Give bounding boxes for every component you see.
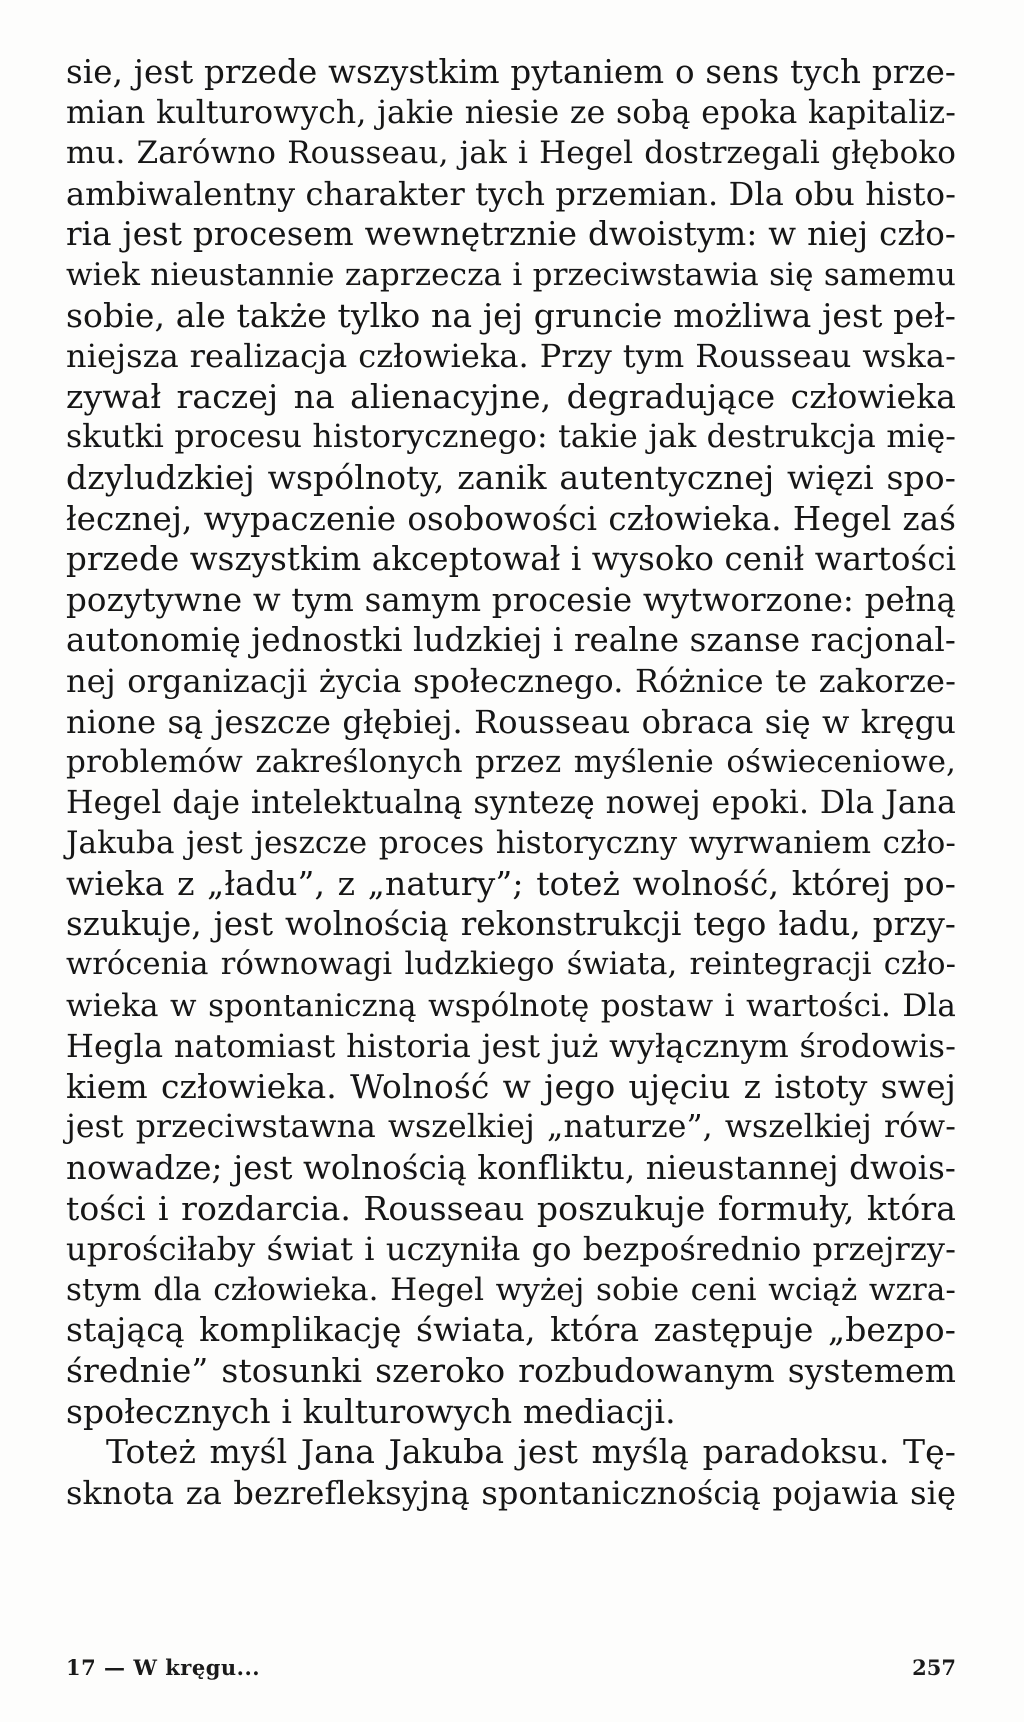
text-line: Hegla natomiast historia jest już wyłącznym środowis- <box>66 1027 956 1066</box>
text-line: szukuje, jest wolnością rekonstrukcji tego ładu, przy- <box>66 905 956 944</box>
text-line: przede wszystkim akceptował i wysoko cenił wartości <box>66 540 957 579</box>
text-line: nej organizacji życia społecznego. Różnice te zakorze- <box>66 661 956 700</box>
text-line: sobie, ale także tylko na jej gruncie możliwa jest peł- <box>66 295 956 335</box>
text-line: wieka z „ładu”, z „natury”; toteż wolność, której po- <box>66 863 956 903</box>
text-line: społecznych i kulturowych mediacji. <box>66 1391 676 1431</box>
signature-mark: 17 — W kręgu... <box>66 1655 261 1680</box>
text-line: sknota za bezrefleksyjną spontanicznością pojawia się <box>66 1473 956 1512</box>
text-line: łecznej, wypaczenie osobowości człowieka. Hegel zaś <box>66 499 956 538</box>
text-line: stającą komplikację świata, która zastępuje „bezpo- <box>66 1310 956 1350</box>
text-line: Toteż myśl Jana Jakuba jest myślą paradoksu. Tę- <box>106 1432 956 1472</box>
text-line: kiem człowieka. Wolność w jego ujęciu z istoty swej <box>66 1066 956 1106</box>
page-footer <box>66 1655 956 1685</box>
text-line: niejsza realizacja człowieka. Przy tym Rousseau wska- <box>66 337 956 376</box>
text-line: zywał raczej na alienacyjne, degradujące człowieka <box>66 376 956 416</box>
text-line: ambiwalentny charakter tych przemian. Dla obu histo- <box>66 174 956 213</box>
text-line: mian kulturowych, jakie niesie ze sobą epoka kapitaliz- <box>66 94 956 131</box>
body-text <box>66 52 956 1513</box>
text-line: autonomię jednostki ludzkiej i realne szanse racjonal- <box>66 621 956 660</box>
text-line: dzyludzkiej wspólnoty, zanik autentycznej więzi spo- <box>66 457 956 497</box>
text-line: nione są jeszcze głębiej. Rousseau obraca się w kręgu <box>66 702 956 741</box>
text-line: problemów zakreślonych przez myślenie oświeceniowe, <box>66 744 956 781</box>
text-line: pozytywne w tym samym procesie wytworzone: pełną <box>66 580 956 619</box>
text-line: stym dla człowieka. Hegel wyżej sobie ceni wciąż wzra- <box>66 1271 956 1308</box>
text-line: wrócenia równowagi ludzkiego świata, reintegracji czło- <box>66 947 956 983</box>
text-line: uprościłaby świat i uczyniła go bezpośrednio przejrzy- <box>66 1230 956 1269</box>
text-line: mu. Zarówno Rousseau, jak i Hegel dostrzegali głęboko <box>66 135 956 172</box>
page-number: 257 <box>912 1655 956 1680</box>
text-line: wieka w spontaniczną wspólnotę postaw i wartości. Dla <box>66 987 956 1024</box>
text-line: skutki procesu historycznego: takie jak destrukcja mię- <box>66 419 956 456</box>
text-line: tości i rozdarcia. Rousseau poszukuje formuły, która <box>66 1188 956 1228</box>
text-line: średnie” stosunki szeroko rozbudowanym systemem <box>66 1351 956 1390</box>
text-line: ria jest procesem wewnętrznie dwoistym: w niej czło- <box>66 215 956 254</box>
text-line: Hegel daje intelektualną syntezę nowej epoki. Dla Jana <box>66 784 956 821</box>
text-line: jest przeciwstawna wszelkiej „naturze”, wszelkiej rów- <box>66 1109 956 1146</box>
text-line: sie, jest przede wszystkim pytaniem o sens tych prze- <box>66 53 956 91</box>
text-line: Jakuba jest jeszcze proces historyczny wyrwaniem czło- <box>66 825 956 862</box>
text-line: nowadze; jest wolnością konfliktu, nieustannej dwois- <box>66 1149 956 1188</box>
text-line: wiek nieustannie zaprzecza i przeciwstawia się samemu <box>66 256 956 293</box>
